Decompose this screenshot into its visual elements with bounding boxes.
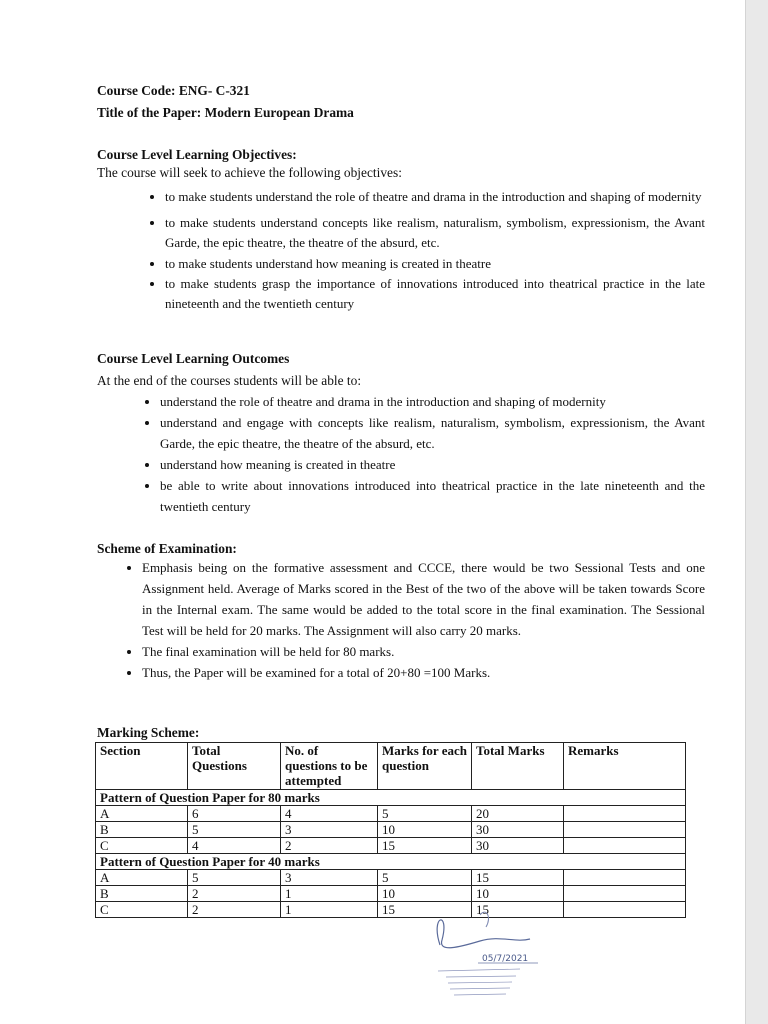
cell: 20 (472, 806, 564, 822)
header-remarks: Remarks (564, 743, 686, 790)
cell: 4 (281, 806, 378, 822)
marking-scheme-table (95, 742, 686, 918)
outcomes-list (138, 392, 705, 517)
objectives-list (143, 187, 705, 314)
cell (564, 806, 686, 822)
cell: 30 (472, 822, 564, 838)
marking-heading: Marking Scheme: (97, 725, 200, 740)
cell (564, 886, 686, 902)
list-item: • understand and engage with concepts like realism, naturalism, symbolism, expressionism, the Avant Garde, the epic theatre, the theatre of the absurd, etc. (160, 412, 705, 454)
course-code: Course Code: ENG- C-321 (97, 83, 250, 98)
list-item: • Thus, the Paper will be examined for a total of 20+80 =100 Marks. (142, 662, 705, 683)
scheme-list (120, 557, 705, 683)
signature-scribble (437, 920, 530, 948)
table-row (96, 902, 686, 918)
cell: A (96, 806, 188, 822)
list-item: • to make students understand how meaning is created in theatre (165, 253, 705, 274)
cell: 5 (188, 822, 281, 838)
cell: 10 (378, 822, 472, 838)
header-marks-each: Marks for each question (378, 743, 472, 790)
cell: 2 (281, 838, 378, 854)
page-edge (745, 0, 768, 1024)
header-questions-attempted: No. of questions to be attempted (281, 743, 378, 790)
cell: 5 (188, 870, 281, 886)
cell: 1 (281, 902, 378, 918)
scheme-heading: Scheme of Examination: (97, 541, 237, 556)
cell: 2 (188, 886, 281, 902)
cell: 3 (281, 870, 378, 886)
table-header-row (96, 743, 686, 790)
pattern-80-label: Pattern of Question Paper for 80 marks (96, 790, 686, 806)
table-row (96, 838, 686, 854)
objectives-heading: Course Level Learning Objectives: (97, 147, 297, 162)
list-item: • understand the role of theatre and drama in the introduction and shaping of modernity (160, 392, 705, 412)
cell: 15 (378, 902, 472, 918)
cell: B (96, 822, 188, 838)
pattern-40-label: Pattern of Question Paper for 40 marks (96, 854, 686, 870)
cell: 30 (472, 838, 564, 854)
table-row (96, 822, 686, 838)
list-item: • The final examination will be held for 80 marks. (142, 641, 705, 662)
cell: 15 (472, 870, 564, 886)
objectives-intro: The course will seek to achieve the following objectives: (97, 165, 402, 180)
pattern-80-row (96, 790, 686, 806)
signature-mark (480, 912, 488, 927)
cell: 10 (378, 886, 472, 902)
cell: 15 (472, 902, 564, 918)
table-row (96, 806, 686, 822)
cell: 10 (472, 886, 564, 902)
cell: C (96, 838, 188, 854)
cell: 5 (378, 806, 472, 822)
header-total-marks: Total Marks (472, 743, 564, 790)
list-item: • be able to write about innovations introduced into theatrical practice in the late nineteenth and the twentieth century (160, 475, 705, 517)
cell: 2 (188, 902, 281, 918)
cell: 3 (281, 822, 378, 838)
outcomes-intro: At the end of the courses students will be able to: (97, 373, 362, 388)
paper-title: Title of the Paper: Modern European Drama (97, 105, 354, 120)
header-total-questions: Total Questions (188, 743, 281, 790)
cell (564, 870, 686, 886)
list-item: • to make students understand concepts like realism, naturalism, symbolism, expressionism, the Avant Garde, the epic theatre, the theatre of the absurd, etc. (165, 213, 705, 253)
table-row (96, 870, 686, 886)
cell (564, 838, 686, 854)
table-row (96, 886, 686, 902)
stamp-lines (438, 969, 520, 995)
cell (564, 822, 686, 838)
cell: 15 (378, 838, 472, 854)
cell: B (96, 886, 188, 902)
list-item: • understand how meaning is created in theatre (160, 454, 705, 475)
header-section: Section (96, 743, 188, 790)
cell: 1 (281, 886, 378, 902)
cell: C (96, 902, 188, 918)
list-item: • Emphasis being on the formative assessment and CCCE, there would be two Sessional Tests and one Assignment held. Average of Marks scored in the Best of the two of the above will be taken towards Score in the Internal exam. The same would be added to the total score in the final examination. The Sessional Test will be held for 20 marks. The Assignment will also carry 20 marks. (142, 557, 705, 641)
cell: 5 (378, 870, 472, 886)
list-item: • to make students grasp the importance of innovations introduced into theatrical practice in the late nineteenth and the twentieth century (165, 274, 705, 314)
cell (564, 902, 686, 918)
cell: A (96, 870, 188, 886)
outcomes-heading: Course Level Learning Outcomes (97, 351, 290, 366)
signature-stamp (420, 905, 550, 1005)
signature-date: 05/7/2021 (482, 954, 529, 964)
cell: 6 (188, 806, 281, 822)
cell: 4 (188, 838, 281, 854)
list-item: • to make students understand the role of theatre and drama in the introduction and shaping of modernity (165, 187, 705, 207)
pattern-40-row (96, 854, 686, 870)
